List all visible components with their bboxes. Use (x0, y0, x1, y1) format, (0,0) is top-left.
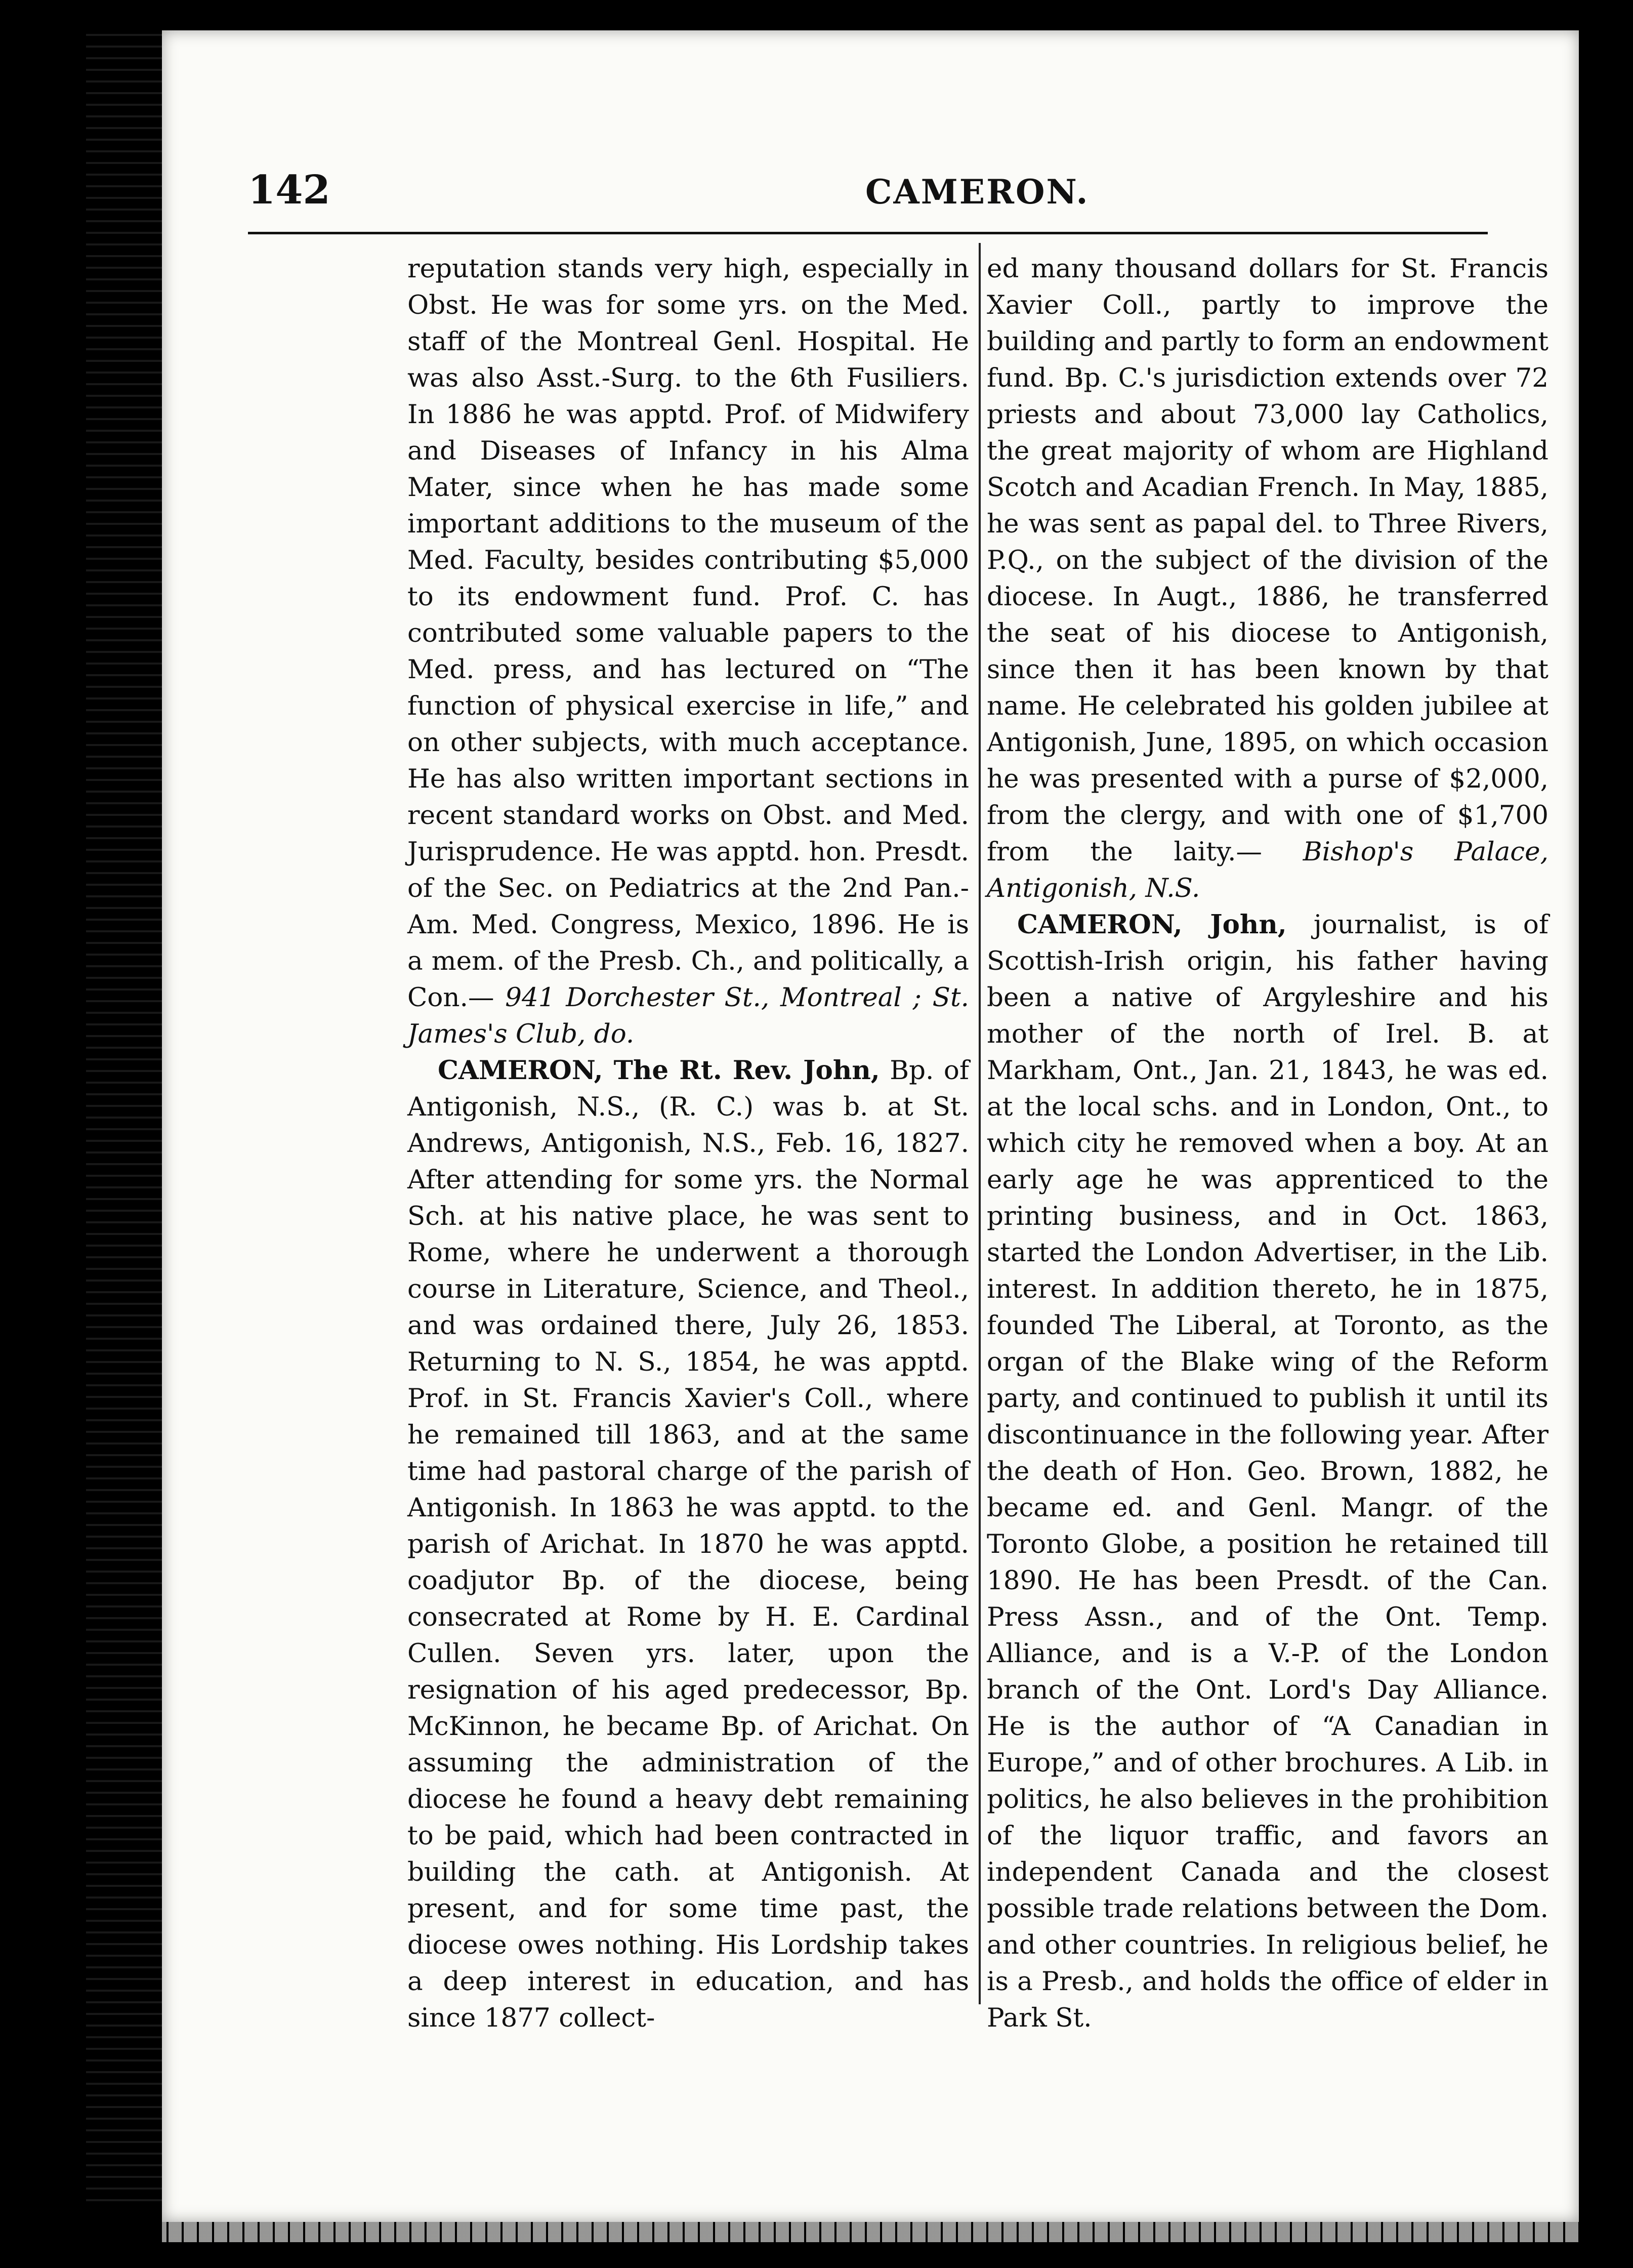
entry-continuation (987, 251, 1548, 906)
right-column (987, 251, 1548, 2036)
biography-entry (407, 1052, 969, 2036)
entry-address: Bishop's Palace, Antigonish, N.S. (987, 837, 1548, 903)
entry-continuation (407, 251, 969, 1052)
column-divider (979, 243, 981, 2004)
scan-bottom-edge (162, 2222, 1579, 2242)
entry-address: 941 Dorchester St., Montreal ; St. James's Club, do. (407, 982, 970, 1049)
entry-text: journalist, is of Scottish-Irish origin, his father having been a native of Argyleshire and his mother of the north of Irel. B. at Markham, Ont., Jan. 21, 1843, he was ed. at the local schs. and in London, Ont., to which city he removed when a boy. At an early age he was apprenticed to the printing business, and in Oct. 1863, started the London Advertiser, in the Lib. interest. In addition thereto, he in 1875, founded The Liberal, at Toronto, as the organ of the Blake wing of the Reform party, and continued to publish it until its discontinuance in the following year. After the death of Hon. Geo. Brown, 1882, he became ed. and Genl. Mangr. of the Toronto Globe, a position he retained till 1890. He has been Presdt. of the Can. Press Assn., and of the Ont. Temp. Alliance, and is a V.-P. of the London branch of the Ont. Lord's Day Alliance. He is the author of “A Canadian in Europe,” and of other brochures. A Lib. in politics, he also believes in the prohibition of the liquor traffic, and favors an independent Canada and the closest possible trade relations between the Dom. and other countries. In religious belief, he is a Presb., and holds the office of elder in Park St. (987, 910, 1549, 2033)
page-header (248, 167, 1488, 223)
biography-entry (987, 906, 1548, 2036)
running-head: CAMERON. (865, 172, 1090, 212)
left-column (407, 251, 969, 2036)
page-number: 142 (248, 167, 330, 213)
entry-text: Bp. of Antigonish, N.S., (R. C.) was b. at St. Andrews, Antigonish, N.S., Feb. 16, 1827. After attending for some yrs. the Normal Sch. at his native place, he was sent to Rome, where he underwent a thorough course in Literature, Science, and Theol., and was ordained there, July 26, 1853. Returning to N. S., 1854, he was apptd. Prof. in St. Francis Xavier's Coll., where he remained till 1863, and at the same time had pastoral charge of the parish of Antigonish. In 1863 he was apptd. to the parish of Arichat. In 1870 he was apptd. coadjutor Bp. of the diocese, being consecrated at Rome by H. E. Cardinal Cullen. Seven yrs. later, upon the resignation of his aged predecessor, Bp. McKinnon, he became Bp. of Arichat. On assuming the administration of the diocese he found a heavy debt remaining to be paid, which had been contracted in building the cath. at Antigonish. At present, and for some time past, the diocese owes nothing. His Lordship takes a deep interest in education, and has since 1877 collect- (407, 1055, 970, 2033)
entry-name: CAMERON, John, (1017, 910, 1287, 940)
continuation-text: reputation stands very high, especially in Obst. He was for some yrs. on the Med. staff of the Montreal Genl. Hospital. He was also Asst.-Surg. to the 6th Fusiliers. In 1886 he was apptd. Prof. of Midwifery and Diseases of Infancy in his Alma Mater, since when he has made some important additions to the museum of the Med. Faculty, besides contributing $5,000 to its endowment fund. Prof. C. has contributed some valuable papers to the Med. press, and has lectured on “The function of physical exercise in life,” and on other subjects, with much acceptance. He has also written important sections in recent standard works on Obst. and Med. Jurisprudence. He was apptd. hon. Presdt. of the Sec. on Pediatrics at the 2nd Pan.-Am. Med. Congress, Mexico, 1896. He is a mem. of the Presb. Ch., and politically, a Con.— (407, 254, 969, 1013)
scan-border (86, 30, 162, 2207)
entry-name: CAMERON, The Rt. Rev. John, (438, 1055, 880, 1086)
continuation-text: ed many thousand dollars for St. Francis Xavier Coll., partly to improve the building and partly to form an endowment fund. Bp. C.'s jurisdiction extends over 72 priests and about 73,000 lay Catholics, the great majority of whom are Highland Scotch and Acadian French. In May, 1885, he was sent as papal del. to Three Rivers, P.Q., on the subject of the division of the diocese. In Augt., 1886, he transferred the seat of his diocese to Antigonish, since then it has been known by that name. He celebrated his golden jubilee at Antigonish, June, 1895, on which occasion he was presented with a purse of $2,000, from the clergy, and with one of $1,700 from the laity.— (987, 254, 1548, 867)
header-rule (248, 232, 1488, 234)
